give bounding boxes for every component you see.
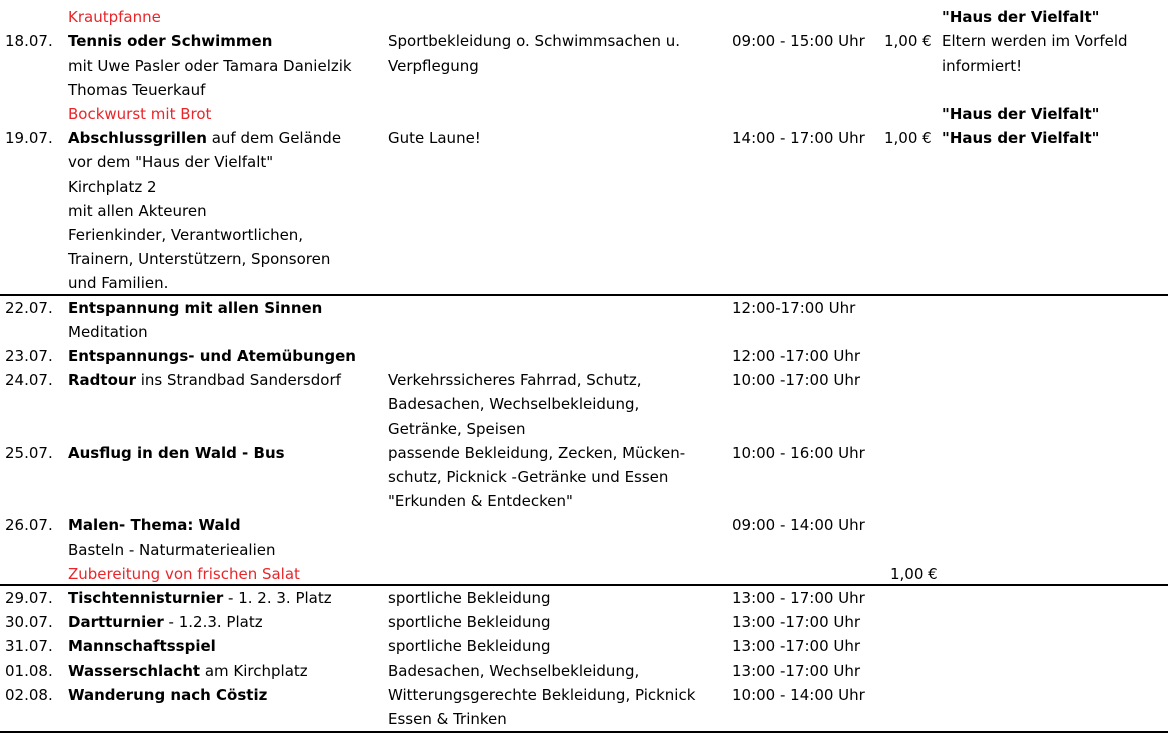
requirements-cell: sportliche Bekleidung — [388, 589, 551, 607]
requirements-cell: Badesachen, Wechselbekleidung, — [388, 395, 640, 413]
requirements-cell: Verkehrssicheres Fahrrad, Schutz, — [388, 371, 642, 389]
activity-detail: mit Uwe Pasler oder Tamara Danielzik — [68, 57, 352, 75]
time-cell: 13:00 -17:00 Uhr — [732, 613, 861, 631]
activity-rest: - 1.2.3. Platz — [163, 613, 263, 631]
requirements-cell: sportliche Bekleidung — [388, 613, 551, 631]
date-cell: 19.07. — [5, 129, 53, 147]
activity-title: Wanderung nach Cöstiz — [68, 686, 268, 704]
activity-detail: Meditation — [68, 323, 148, 341]
requirements-cell: Badesachen, Wechselbekleidung, — [388, 662, 640, 680]
time-cell: 09:00 - 15:00 Uhr — [732, 32, 865, 50]
activity-rest: - 1. 2. 3. Platz — [223, 589, 332, 607]
note-cell: Eltern werden im Vorfeld — [942, 32, 1128, 50]
activity-title: Tennis oder Schwimmen — [68, 32, 273, 50]
time-cell: 14:00 - 17:00 Uhr — [732, 129, 865, 147]
activity-detail: Ferienkinder, Verantwortlichen, — [68, 226, 304, 244]
time-cell: 13:00 -17:00 Uhr — [732, 637, 861, 655]
requirements-cell: Essen & Trinken — [388, 710, 507, 728]
activity-title: Entspannung mit allen Sinnen — [68, 299, 323, 317]
price-cell: 1,00 € — [884, 129, 932, 147]
location-note: "Haus der Vielfalt" — [942, 129, 1100, 147]
activity-title: Dartturnier — [68, 613, 164, 631]
activity-detail: Thomas Teuerkauf — [68, 81, 206, 99]
activity-title: Ausflug in den Wald - Bus — [68, 444, 285, 462]
bottom-rule — [0, 731, 1168, 733]
requirements-cell: "Erkunden & Entdecken" — [388, 492, 573, 510]
time-cell: 13:00 -17:00 Uhr — [732, 662, 861, 680]
activity-title: Radtour — [68, 371, 136, 389]
activity-detail: Basteln - Naturmateriealien — [68, 541, 276, 559]
date-cell: 02.08. — [5, 686, 53, 704]
activity-detail: und Familien. — [68, 274, 169, 292]
activity-rest: auf dem Gelände — [206, 129, 342, 147]
date-cell: 18.07. — [5, 32, 53, 50]
time-cell: 10:00 - 14:00 Uhr — [732, 686, 865, 704]
note-cell: informiert! — [942, 57, 1023, 75]
time-cell: 12:00-17:00 Uhr — [732, 299, 856, 317]
activity-title: Tischtennisturnier — [68, 589, 224, 607]
activity-detail: vor dem "Haus der Vielfalt" — [68, 153, 274, 171]
date-cell: 30.07. — [5, 613, 53, 631]
activity-title: Mannschaftsspiel — [68, 637, 216, 655]
activity-cell — [68, 586, 332, 610]
requirements-cell: schutz, Picknick -Getränke und Essen — [388, 468, 669, 486]
requirements-cell: Gute Laune! — [388, 129, 481, 147]
activity-cell — [68, 126, 341, 150]
activity-title: Entspannungs- und Atemübungen — [68, 347, 356, 365]
activity-detail: Trainern, Unterstützern, Sponsoren — [68, 250, 331, 268]
date-cell: 25.07. — [5, 444, 53, 462]
menu-item-red: Zubereitung von frischen Salat — [68, 565, 300, 583]
date-cell: 23.07. — [5, 347, 53, 365]
date-cell: 29.07. — [5, 589, 53, 607]
price-cell: 1,00 € — [884, 32, 932, 50]
requirements-cell: sportliche Bekleidung — [388, 637, 551, 655]
requirements-cell: Sportbekleidung o. Schwimmsachen u. — [388, 32, 681, 50]
requirements-cell: Verpflegung — [388, 57, 479, 75]
activity-cell — [68, 610, 263, 634]
activity-title: Malen- Thema: Wald — [68, 516, 241, 534]
location-note: "Haus der Vielfalt" — [942, 8, 1100, 26]
date-cell: 31.07. — [5, 637, 53, 655]
menu-item-red: Krautpfanne — [68, 8, 161, 26]
time-cell: 10:00 - 16:00 Uhr — [732, 444, 865, 462]
date-cell: 26.07. — [5, 516, 53, 534]
date-cell: 24.07. — [5, 371, 53, 389]
requirements-cell: Getränke, Speisen — [388, 420, 526, 438]
price-cell: 1,00 € — [890, 565, 938, 583]
activity-cell — [68, 659, 308, 683]
activity-rest: ins Strandbad Sandersdorf — [135, 371, 341, 389]
date-cell: 22.07. — [5, 299, 53, 317]
menu-item-red: Bockwurst mit Brot — [68, 105, 212, 123]
time-cell: 12:00 -17:00 Uhr — [732, 347, 861, 365]
time-cell: 13:00 - 17:00 Uhr — [732, 589, 865, 607]
activity-cell — [68, 368, 341, 392]
time-cell: 10:00 -17:00 Uhr — [732, 371, 861, 389]
activity-rest: am Kirchplatz — [200, 662, 308, 680]
activity-detail: Kirchplatz 2 — [68, 178, 157, 196]
location-note: "Haus der Vielfalt" — [942, 105, 1100, 123]
activity-detail: mit allen Akteuren — [68, 202, 207, 220]
requirements-cell: Witterungsgerechte Bekleidung, Picknick — [388, 686, 696, 704]
requirements-cell: passende Bekleidung, Zecken, Mücken- — [388, 444, 686, 462]
activity-title: Abschlussgrillen — [68, 129, 207, 147]
activity-title: Wasserschlacht — [68, 662, 201, 680]
time-cell: 09:00 - 14:00 Uhr — [732, 516, 865, 534]
date-cell: 01.08. — [5, 662, 53, 680]
